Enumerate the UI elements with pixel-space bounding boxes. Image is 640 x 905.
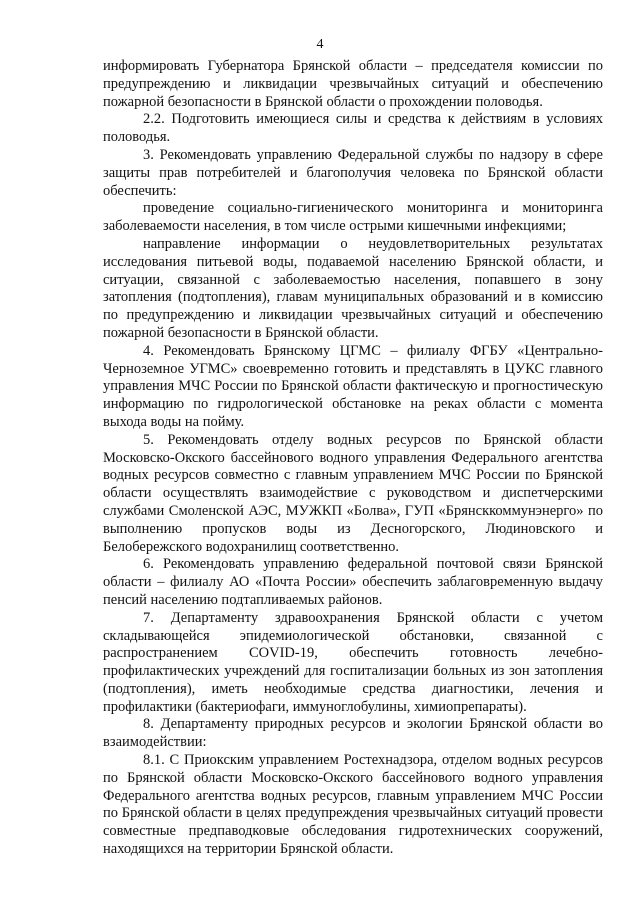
paragraph-continuation: информировать Губернатора Брянской области – председателя комиссии по предупреждению и ликвидации чрезвычайных ситуаций и обеспечению пожарной безопасности в Брянской области о прохождении половодья. bbox=[103, 58, 603, 110]
paragraph-2-2: 2.2. Подготовить имеющиеся силы и средства к действиям в условиях половодья. bbox=[103, 111, 603, 146]
paragraph-3: 3. Рекомендовать управлению Федеральной службы по надзору в сфере защиты прав потребителей и благополучия человека по Брянской области обеспечить: bbox=[103, 146, 603, 199]
paragraph-8: 8. Департаменту природных ресурсов и экологии Брянской области во взаимодействии: bbox=[103, 716, 603, 751]
paragraph-3-item-information: направление информации о неудовлетворительных результатах исследования питьевой воды, подаваемой населению Брянской области, и ситуации, связанной с заболеваемостью населения, попавшего в зону затопления (подтопления), главам муниципальных образований и в комиссию по предупреждению и ликвидации чрезвычайных ситуаций и обеспечению пожарной безопасности в Брянской области. bbox=[103, 235, 603, 341]
paragraph-6: 6. Рекомендовать управлению федеральной почтовой связи Брянской области – филиалу АО «Почта России» обеспечить заблаговременную выдачу пенсий населению подтапливаемых районов. bbox=[103, 556, 603, 608]
paragraph-3-item-monitoring: проведение социально-гигиенического мониторинга и мониторинга заболеваемости населения, в том числе острыми кишечными инфекциями; bbox=[103, 200, 603, 235]
document-body bbox=[103, 58, 603, 859]
paragraph-4: 4. Рекомендовать Брянскому ЦГМС – филиалу ФГБУ «Центрально-Черноземное УГМС» своевременно готовить и представлять в ЦУКС главного управления МЧС России по Брянской области фактическую и прогностическую информацию по гидрологической обстановке на реках области с момента выхода воды на пойму. bbox=[103, 342, 603, 430]
page-number: 4 bbox=[316, 37, 324, 52]
paragraph-5: 5. Рекомендовать отделу водных ресурсов по Брянской области Московско-Окского бассейнового водного управления Федерального агентства водных ресурсов совместно с главным управлением МЧС России по Брянской области осуществлять взаимодействие с руководством и диспетчерскими службами Смоленской АЭС, МУЖКП «Болва», ГУП «Брянсккоммунэнерго» по выполнению пропусков воды из Десногорского, Людиновского и Белобережского водохранилищ соответственно. bbox=[103, 431, 603, 555]
paragraph-7: 7. Департаменту здравоохранения Брянской области с учетом складывающейся эпидемиологической обстановки, связанной с распространением COVID-19, обеспечить готовность лечебно-профилактических учреждений для госпитализации больных из зон затопления (подтопления), иметь необходимые средства диагностики, лечения и профилактики (бактериофаги, иммуноглобулины, химиопрепараты). bbox=[103, 609, 603, 715]
paragraph-8-1: 8.1. С Приокским управлением Ростехнадзора, отделом водных ресурсов по Брянской области Московско-Окского бассейнового водного управления Федерального агентства водных ресурсов, главным управлением МЧС России по Брянской области в целях предупреждения чрезвычайных ситуаций провести совместные предпаводковые обследования гидротехнических сооружений, находящихся на территории Брянской области. bbox=[103, 752, 603, 858]
